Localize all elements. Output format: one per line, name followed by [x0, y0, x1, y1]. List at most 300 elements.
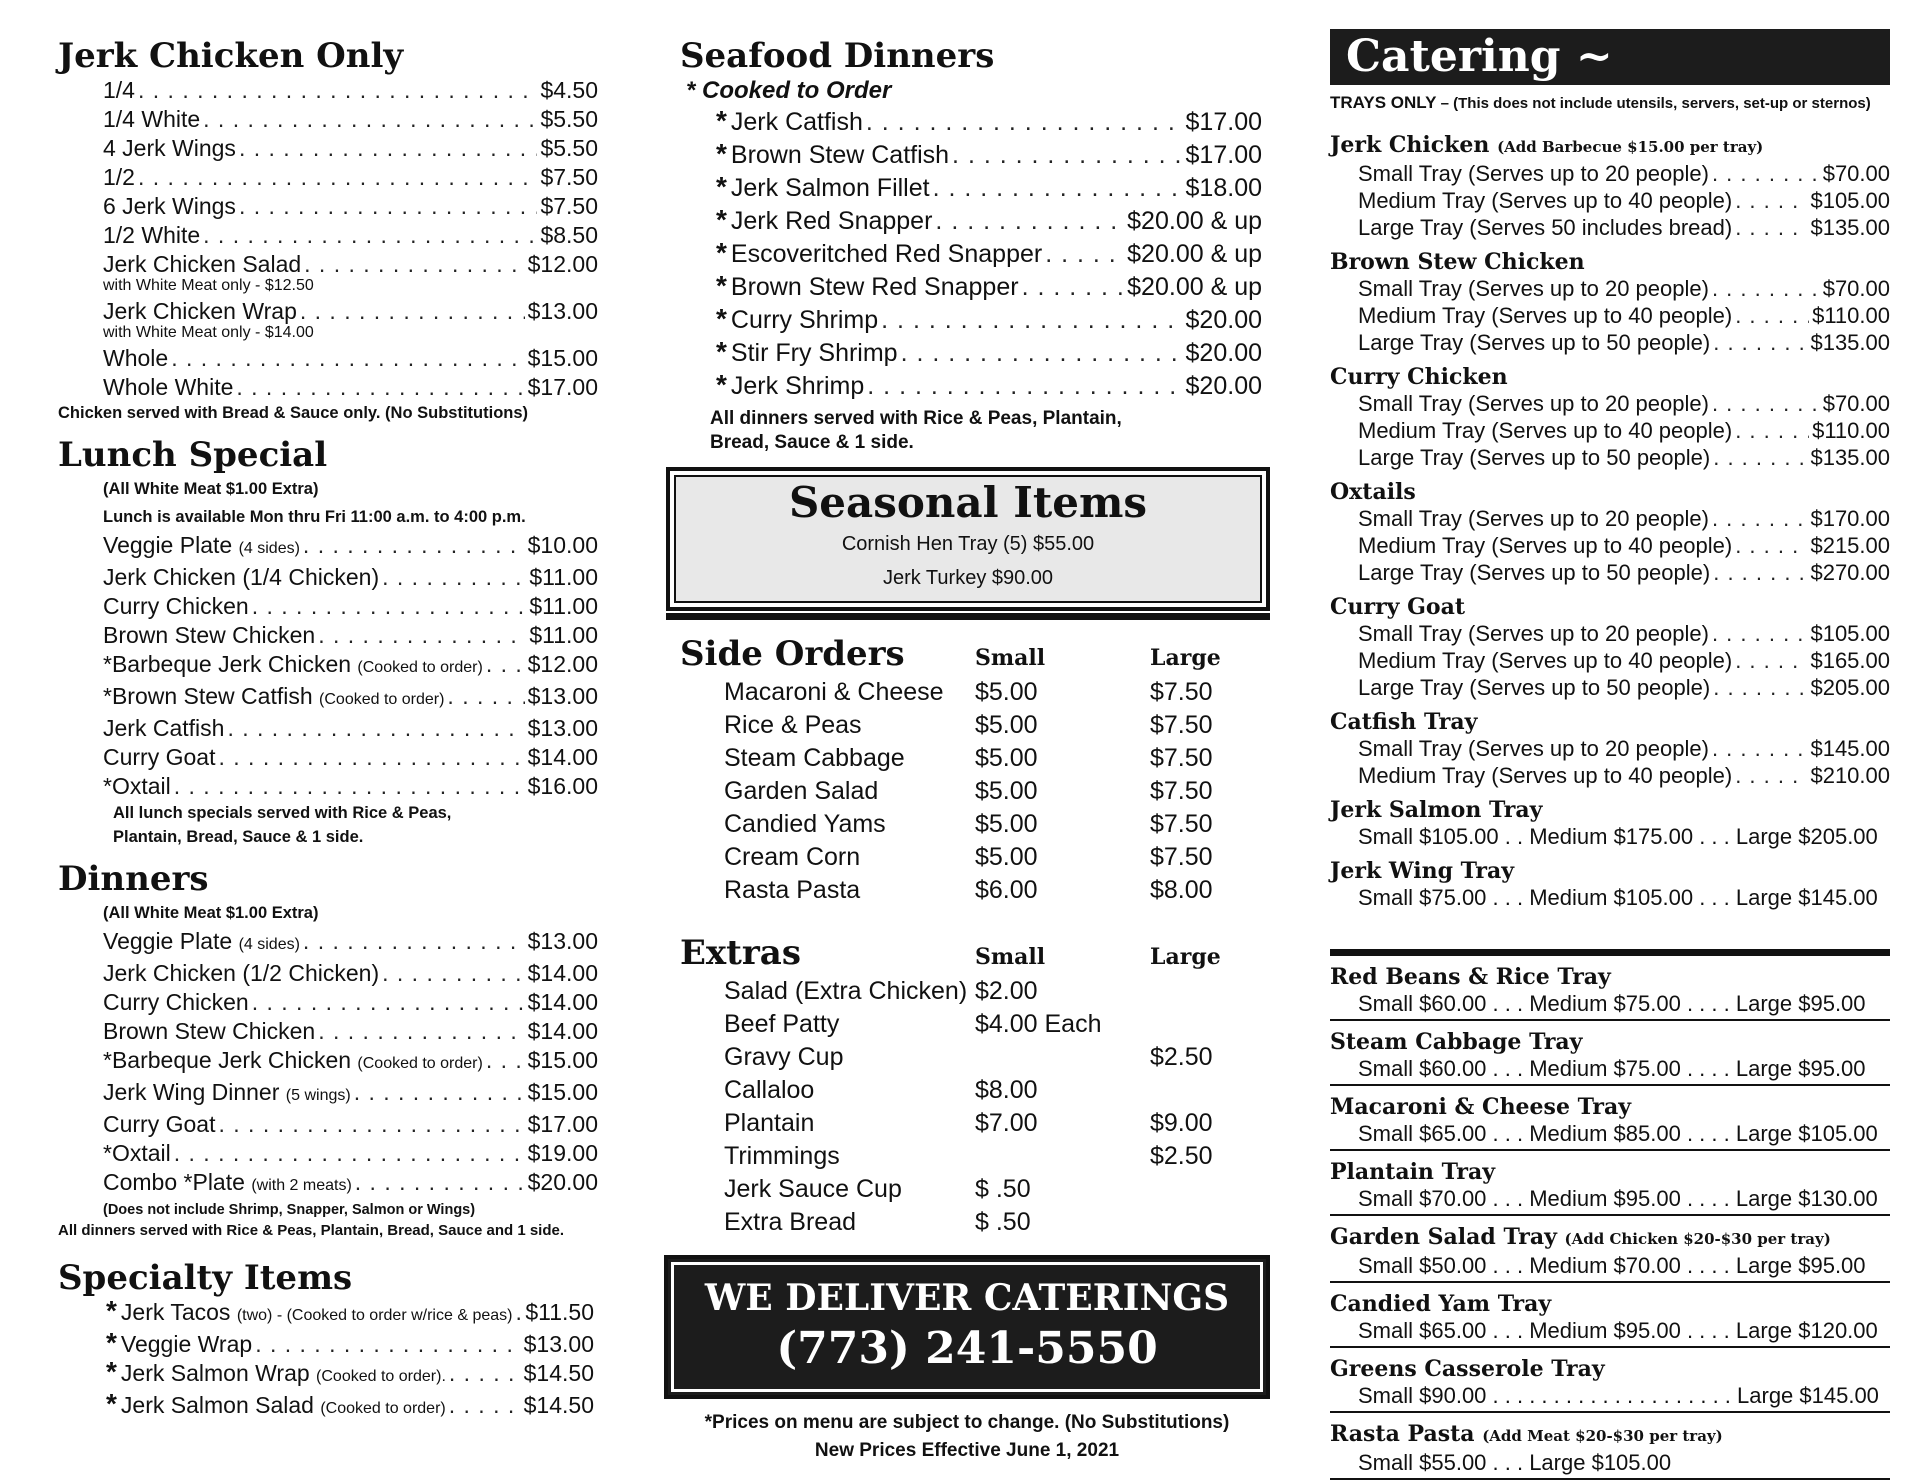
table-row	[680, 1140, 1270, 1173]
menu-item-row	[103, 682, 598, 714]
menu-item-name: Small Tray (Serves up to 20 people)	[1358, 391, 1709, 416]
menu-item-price: $13.00	[527, 928, 598, 954]
specialty-items-list	[58, 1295, 598, 1423]
menu-item-row	[103, 531, 598, 563]
menu-item-price: $20.00 & up	[1127, 240, 1262, 268]
dot-leader	[138, 76, 537, 105]
catering-tray-prices	[1330, 1185, 1890, 1212]
catering-section-title: Curry Goat	[1330, 594, 1466, 620]
menu-item-name: Jerk Chicken (1/4 Chicken)	[103, 564, 380, 590]
table-row	[680, 1206, 1270, 1239]
menu-item-name: * Jerk Tacos (two) - (Cooked to order w/rice & peas)	[106, 1295, 513, 1326]
table-row	[680, 709, 1270, 742]
menu-item-price: $10.00	[527, 532, 598, 558]
dot-leader	[901, 337, 1183, 370]
dot-leader	[239, 192, 538, 221]
menu-item-row	[1358, 674, 1890, 701]
lunch-hours-note: Lunch is available Mon thru Fri 11:00 a.m. to 4:00 p.m.	[103, 508, 526, 526]
cooked-to-order-asterisk: *	[106, 1327, 117, 1358]
menu-item-row	[1358, 329, 1890, 356]
table-row	[680, 1074, 1270, 1107]
catering-section-title: Catfish Tray	[1330, 709, 1478, 735]
menu-item-price: $135.00	[1810, 445, 1890, 470]
menu-item-name: Small Tray (Serves up to 20 people)	[1358, 161, 1709, 186]
dot-leader	[354, 1078, 525, 1107]
menu-item-row	[106, 1295, 594, 1330]
menu-item-row	[716, 106, 1262, 139]
menu-item-price: $105.00	[1810, 621, 1890, 646]
catering-rows	[1330, 823, 1890, 850]
catering-section-title: Jerk Chicken (Add Barbecue $15.00 per tray)	[1330, 132, 1764, 158]
menu-item-price: $13.00	[527, 715, 598, 741]
menu-item-name: Brown Stew Chicken	[103, 622, 316, 648]
menu-item-row	[103, 592, 598, 621]
menu-item-name: * Jerk Salmon Wrap (Cooked to order).	[106, 1356, 446, 1387]
menu-item-row	[1358, 620, 1890, 647]
menu-item-row	[1358, 559, 1890, 586]
item-name: Callaloo	[724, 1076, 815, 1104]
catering-section-title: Oxtails	[1330, 479, 1416, 505]
menu-item-name: 1/4 White	[103, 106, 201, 132]
seafood-dinners-heading: Seafood Dinners	[680, 36, 995, 76]
menu-item-row	[103, 1017, 598, 1046]
menu-item-name: Large Tray (Serves up to 50 people)	[1358, 675, 1711, 700]
menu-item-row	[106, 1327, 594, 1359]
dot-leader	[1712, 620, 1808, 647]
large-price: $2.50	[1150, 1043, 1213, 1071]
menu-item-row	[103, 1168, 598, 1200]
left-column	[58, 0, 598, 1484]
menu-item-detail: (two) - (Cooked to order w/rice & peas)	[236, 1307, 513, 1324]
menu-item-price: $20.00	[1185, 372, 1262, 400]
dinners-heading: Dinners	[58, 859, 209, 899]
menu-item-price: $13.00	[527, 298, 598, 324]
menu-item-row	[716, 370, 1262, 403]
trays-only-detail: – (This does not include utensils, servers, set-up or sternos)	[1440, 95, 1871, 112]
large-price: $7.50	[1150, 843, 1213, 871]
catering-section-title: Jerk Wing Tray	[1330, 858, 1515, 884]
dot-leader	[303, 927, 525, 956]
menu-item-row	[106, 1388, 594, 1423]
menu-item-price: $17.00	[1185, 108, 1262, 136]
small-price: $5.00	[975, 744, 1038, 772]
menu-item-name: 6 Jerk Wings	[103, 193, 236, 219]
catering-tray-prices	[1330, 1382, 1890, 1409]
table-row	[680, 1107, 1270, 1140]
menu-item-price: $12.00	[527, 251, 598, 277]
catering-price-line: Small $60.00 . . . Medium $75.00 . . . . Large $95.00	[1358, 991, 1866, 1016]
side-orders-table	[680, 632, 1270, 907]
menu-item-detail: (5 wings)	[285, 1087, 351, 1104]
cooked-to-order-asterisk: *	[716, 270, 727, 301]
specialty-items-heading: Specialty Items	[58, 1258, 353, 1298]
extras-table	[680, 931, 1270, 1239]
menu-item-row	[1358, 505, 1890, 532]
menu-item-name: Medium Tray (Serves up to 40 people)	[1358, 763, 1733, 788]
dot-leader	[239, 134, 538, 163]
item-name: Candied Yams	[724, 810, 886, 838]
menu-item-row	[103, 959, 598, 988]
large-price: $7.50	[1150, 678, 1213, 706]
cooked-to-order-asterisk: *	[106, 1295, 117, 1326]
menu-item-name: Medium Tray (Serves up to 40 people)	[1358, 533, 1733, 558]
dot-leader	[1713, 444, 1807, 471]
dot-leader	[1712, 505, 1808, 532]
menu-item-row	[1358, 532, 1890, 559]
menu-item-row	[103, 1110, 598, 1139]
dinners-list	[58, 927, 598, 1200]
table-row	[680, 975, 1270, 1008]
menu-item-row	[103, 1078, 598, 1110]
menu-item-price: $5.50	[540, 135, 598, 161]
seasonal-item-jerk-turkey: Jerk Turkey $90.00	[882, 567, 1054, 589]
catering-rows	[1330, 735, 1890, 789]
menu-item-price: $110.00	[1812, 418, 1890, 443]
catering-rows	[1330, 884, 1890, 911]
cooked-to-order-asterisk: *	[106, 1388, 117, 1419]
menu-item-price: $12.00	[527, 651, 598, 677]
dot-leader	[218, 1110, 524, 1139]
catering-tray-title: Steam Cabbage Tray	[1330, 1029, 1583, 1055]
catering-tray	[1330, 1094, 1890, 1151]
extras-col-large: Large	[1150, 944, 1221, 970]
menu-item-price: $165.00	[1810, 648, 1890, 673]
dot-leader	[1735, 214, 1807, 241]
small-price: $5.00	[975, 711, 1038, 739]
side-col-large: Large	[1150, 645, 1221, 671]
catering-tray-prices	[1330, 1449, 1890, 1476]
menu-item-row	[1358, 160, 1890, 187]
menu-item-row	[103, 1046, 598, 1078]
menu-item-price: $215.00	[1810, 533, 1890, 558]
menu-item-row	[1358, 302, 1890, 329]
menu-item-row	[103, 772, 598, 801]
dot-leader	[1712, 390, 1820, 417]
catering-rows	[1330, 275, 1890, 356]
catering-divider	[1330, 949, 1890, 956]
dot-leader	[1022, 271, 1125, 304]
catering-rows	[1330, 620, 1890, 701]
table-row	[680, 676, 1270, 709]
menu-item-price: $11.50	[525, 1299, 594, 1325]
seafood-footer-1: All dinners served with Rice & Peas, Plantain,	[710, 408, 1122, 429]
menu-item-price: $270.00	[1810, 560, 1890, 585]
menu-item-name: Large Tray (Serves up to 50 people)	[1358, 330, 1711, 355]
delivery-banner	[664, 1255, 1270, 1399]
menu-item-price: $70.00	[1822, 391, 1890, 416]
catering-tray-title: Plantain Tray	[1330, 1159, 1495, 1185]
side-orders-heading: Side Orders	[680, 634, 905, 674]
menu-item-row	[103, 563, 598, 592]
dot-leader	[171, 344, 524, 373]
catering-rows	[1330, 390, 1890, 471]
catering-tray-note: (Add Chicken $20-$30 per tray)	[1564, 1230, 1831, 1248]
large-price	[1150, 1008, 1270, 1041]
dot-leader	[174, 772, 525, 801]
catering-section-title: Curry Chicken	[1330, 364, 1508, 390]
dot-leader	[382, 959, 525, 988]
menu-item-price: $8.50	[540, 222, 598, 248]
menu-item-price: $13.00	[527, 683, 598, 709]
menu-item-name: * Brown Stew Catfish	[716, 138, 950, 169]
catering-tray-prices	[1330, 1252, 1890, 1279]
menu-item-price: $17.00	[527, 374, 598, 400]
large-price: $7.50	[1150, 810, 1213, 838]
menu-item-name: * Jerk Salmon Fillet	[716, 171, 930, 202]
menu-item-name: Jerk Chicken Salad	[103, 251, 302, 277]
menu-item-row	[103, 743, 598, 772]
catering-tray	[1330, 1356, 1890, 1413]
trays-only-label: TRAYS ONLY	[1330, 93, 1437, 112]
dot-leader	[1713, 674, 1807, 701]
catering-tray-title: Macaroni & Cheese Tray	[1330, 1094, 1631, 1120]
dot-leader	[203, 105, 537, 134]
menu-item-price: $13.00	[523, 1331, 594, 1357]
menu-item-price: $14.00	[527, 989, 598, 1015]
menu-item-detail: (with 2 meats)	[251, 1177, 352, 1194]
dot-leader	[935, 205, 1124, 238]
item-name: Garden Salad	[724, 777, 879, 805]
dot-leader	[1712, 160, 1820, 187]
item-name: Rice & Peas	[724, 711, 862, 739]
menu-item-row	[716, 238, 1262, 271]
menu-item-name: Jerk Chicken Wrap	[103, 298, 297, 324]
large-price: $7.50	[1150, 711, 1213, 739]
menu-item-detail: (Cooked to order)	[357, 659, 483, 676]
menu-item-price: $11.00	[529, 593, 598, 619]
menu-item-name: Curry Chicken	[103, 593, 249, 619]
small-price: $5.00	[975, 810, 1038, 838]
menu-item-price: $7.50	[540, 164, 598, 190]
catering-price-line: Small $60.00 . . . Medium $75.00 . . . . Large $95.00	[1358, 1056, 1866, 1081]
catering-sections	[1330, 132, 1890, 911]
dot-leader	[1735, 302, 1809, 329]
menu-item-row	[716, 205, 1262, 238]
menu-item-row	[103, 621, 598, 650]
jerk-chicken-only-footer: Chicken served with Bread & Sauce only. (No Substitutions)	[58, 404, 529, 422]
menu-item-price: $105.00	[1810, 188, 1890, 213]
dot-leader	[138, 163, 537, 192]
menu-item-row	[1358, 762, 1890, 789]
dot-leader	[304, 250, 524, 279]
menu-item-name: Medium Tray (Serves up to 40 people)	[1358, 418, 1733, 443]
cooked-to-order-asterisk: *	[716, 369, 727, 400]
lunch-special-list	[58, 531, 598, 801]
dot-leader	[1712, 735, 1808, 762]
menu-item-row	[103, 988, 598, 1017]
dot-leader	[449, 1391, 521, 1420]
dinners-white-meat-note: (All White Meat $1.00 Extra)	[103, 904, 319, 922]
catering-rows	[1330, 505, 1890, 586]
large-price: $9.00	[1150, 1109, 1213, 1137]
cooked-to-order-asterisk: *	[716, 138, 727, 169]
menu-item-price: $4.50	[540, 77, 598, 103]
item-name: Rasta Pasta	[724, 876, 861, 904]
menu-item-detail: (Cooked to order)	[319, 691, 445, 708]
catering-tray-prices	[1330, 1317, 1890, 1344]
dot-leader	[447, 682, 524, 711]
menu-item-name: Medium Tray (Serves up to 40 people)	[1358, 303, 1733, 328]
seafood-list	[680, 106, 1270, 403]
catering-tray-prices	[1330, 1120, 1890, 1147]
menu-item-price: $5.50	[540, 106, 598, 132]
menu-item-name: *Oxtail	[103, 1140, 171, 1166]
menu-item-row	[103, 221, 598, 250]
cooked-to-order-asterisk: *	[716, 303, 727, 334]
menu-item-price: $7.50	[540, 193, 598, 219]
menu-item-row	[716, 139, 1262, 172]
catering-tray-prices	[1330, 1055, 1890, 1082]
menu-item-name: Large Tray (Serves 50 includes bread)	[1358, 215, 1733, 240]
menu-item-price: $135.00	[1810, 330, 1890, 355]
large-price	[1150, 1173, 1270, 1206]
menu-item-name: Small Tray (Serves up to 20 people)	[1358, 736, 1709, 761]
item-name: Jerk Sauce Cup	[724, 1175, 902, 1203]
menu-item-price: $14.00	[527, 744, 598, 770]
menu-item-name: Jerk Catfish	[103, 715, 225, 741]
dot-leader	[1713, 559, 1807, 586]
menu-item-price: $210.00	[1810, 763, 1890, 788]
table-row	[680, 874, 1270, 907]
menu-item-name: Jerk Chicken (1/2 Chicken)	[103, 960, 380, 986]
delivery-phone-number[interactable]: (773) 241-5550	[776, 1323, 1158, 1374]
dot-leader	[486, 1046, 525, 1075]
small-price: $8.00	[975, 1076, 1038, 1104]
dot-leader	[1713, 329, 1807, 356]
menu-item-row	[1358, 390, 1890, 417]
cooked-to-order-asterisk: *	[716, 204, 727, 235]
small-price: $ .50	[975, 1175, 1031, 1203]
table-row	[680, 775, 1270, 808]
middle-column	[680, 0, 1270, 1484]
dinners-exclusion-note: (Does not include Shrimp, Snapper, Salmon or Wings)	[103, 1202, 476, 1218]
menu-item-name: Brown Stew Chicken	[103, 1018, 316, 1044]
menu-item-price: $20.00	[1185, 339, 1262, 367]
small-price: $ .50	[975, 1208, 1031, 1236]
item-name: Cream Corn	[724, 843, 861, 871]
cooked-to-order-asterisk: *	[106, 1356, 117, 1387]
trays-only-note	[1330, 89, 1890, 118]
catering-price-line: Small $105.00 . . Medium $175.00 . . . Large $205.00	[1358, 824, 1878, 849]
extras-heading: Extras	[680, 933, 801, 973]
seasonal-items-box	[666, 467, 1270, 611]
extras-col-small: Small	[975, 944, 1046, 970]
menu-item-price: $11.00	[529, 564, 598, 590]
dot-leader	[486, 650, 525, 679]
menu-item-row	[716, 271, 1262, 304]
menu-item-detail: (4 sides)	[238, 540, 300, 557]
menu-item-note: with White Meat only - $14.00	[103, 324, 314, 341]
dot-leader	[866, 106, 1183, 139]
menu-item-name: Small Tray (Serves up to 20 people)	[1358, 506, 1709, 531]
table-row	[680, 1008, 1270, 1041]
menu-item-detail: (Cooked to order).	[316, 1368, 446, 1385]
menu-item-name: *Barbeque Jerk Chicken (Cooked to order)	[103, 1047, 483, 1073]
item-name: Salad (Extra Chicken)	[724, 977, 968, 1005]
small-price: $7.00	[975, 1109, 1038, 1137]
menu-item-name: * Jerk Red Snapper	[716, 204, 933, 235]
cooked-to-order-asterisk: *	[716, 336, 727, 367]
seafood-subtitle: * Cooked to Order	[686, 77, 892, 104]
price-effective-date: New Prices Effective June 1, 2021	[814, 1440, 1120, 1461]
large-price	[1150, 975, 1270, 1008]
menu-item-price: $15.00	[527, 345, 598, 371]
menu-item-row	[103, 373, 598, 402]
dot-leader	[952, 139, 1182, 172]
menu-item-name: 1/4	[103, 77, 135, 103]
catering-section-title: Jerk Salmon Tray	[1330, 797, 1543, 823]
menu-item-price: $145.00	[1810, 736, 1890, 761]
menu-item-row	[103, 163, 598, 192]
cooked-to-order-asterisk: *	[716, 171, 727, 202]
menu-item-price: $70.00	[1822, 276, 1890, 301]
seasonal-items-heading: Seasonal Items	[788, 478, 1148, 527]
menu-item-name: Combo *Plate (with 2 meats)	[103, 1169, 352, 1195]
menu-item-row	[103, 250, 598, 279]
menu-item-name: * Escoveritched Red Snapper	[716, 237, 1043, 268]
item-name: Trimmings	[724, 1142, 840, 1170]
dot-leader	[1735, 187, 1807, 214]
lunch-footer-1: All lunch specials served with Rice & Peas,	[113, 804, 452, 822]
menu-item-name: Large Tray (Serves up to 50 people)	[1358, 560, 1711, 585]
small-price	[975, 1140, 1150, 1173]
dot-leader	[449, 1359, 521, 1388]
menu-item-price: $15.00	[527, 1047, 598, 1073]
menu-item-name: Small Tray (Serves up to 20 people)	[1358, 276, 1709, 301]
menu-item-name: Whole White	[103, 374, 234, 400]
large-price	[1150, 1206, 1270, 1239]
menu-item-price: $14.00	[527, 960, 598, 986]
menu-item-detail: (Cooked to order)	[357, 1055, 483, 1072]
table-row	[680, 1173, 1270, 1206]
menu-item-row	[1358, 444, 1890, 471]
menu-item-name: *Oxtail	[103, 773, 171, 799]
catering-tray-prices	[1330, 990, 1890, 1017]
menu-item-name: Curry Goat	[103, 744, 216, 770]
menu-item-price: $205.00	[1810, 675, 1890, 700]
catering-tray-title: Garden Salad Tray (Add Chicken $20-$30 per tray)	[1330, 1224, 1831, 1250]
menu-item-row	[103, 344, 598, 373]
seasonal-item-cornish-hen: Cornish Hen Tray (5) $55.00	[841, 533, 1095, 555]
menu-item-row	[1358, 647, 1890, 674]
catering-section-title: Brown Stew Chicken	[1330, 249, 1585, 275]
catering-price-line: Small $65.00 . . . Medium $85.00 . . . . Large $105.00	[1358, 1121, 1878, 1146]
small-price: $5.00	[975, 777, 1038, 805]
dot-leader	[933, 172, 1183, 205]
lunch-white-meat-note: (All White Meat $1.00 Extra)	[103, 480, 319, 498]
small-price: $4.00 Each	[975, 1010, 1102, 1038]
menu-item-row	[1358, 214, 1890, 241]
menu-item-name: * Stir Fry Shrimp	[716, 336, 898, 367]
small-price: $6.00	[975, 876, 1038, 904]
side-col-small: Small	[975, 645, 1046, 671]
table-row	[680, 841, 1270, 874]
menu-item-name: Veggie Plate (4 sides)	[103, 532, 300, 558]
catering-tray	[1330, 1159, 1890, 1216]
menu-item-price: $17.00	[1185, 141, 1262, 169]
dot-leader	[1735, 417, 1809, 444]
delivery-banner-text: WE DELIVER CATERINGS	[704, 1277, 1230, 1319]
menu-item-row	[103, 105, 598, 134]
jerk-chicken-only-list	[58, 76, 598, 402]
small-price	[975, 1041, 1150, 1074]
catering-price-line: Small $65.00 . . . Medium $95.00 . . . . Large $120.00	[1358, 1318, 1878, 1343]
seafood-footer-2: Bread, Sauce & 1 side.	[710, 432, 914, 453]
menu-item-price: $110.00	[1812, 303, 1890, 328]
large-price	[1150, 1074, 1270, 1107]
menu-item-name: Jerk Wing Dinner (5 wings)	[103, 1079, 351, 1105]
menu-item-name: 1/2 White	[103, 222, 201, 248]
